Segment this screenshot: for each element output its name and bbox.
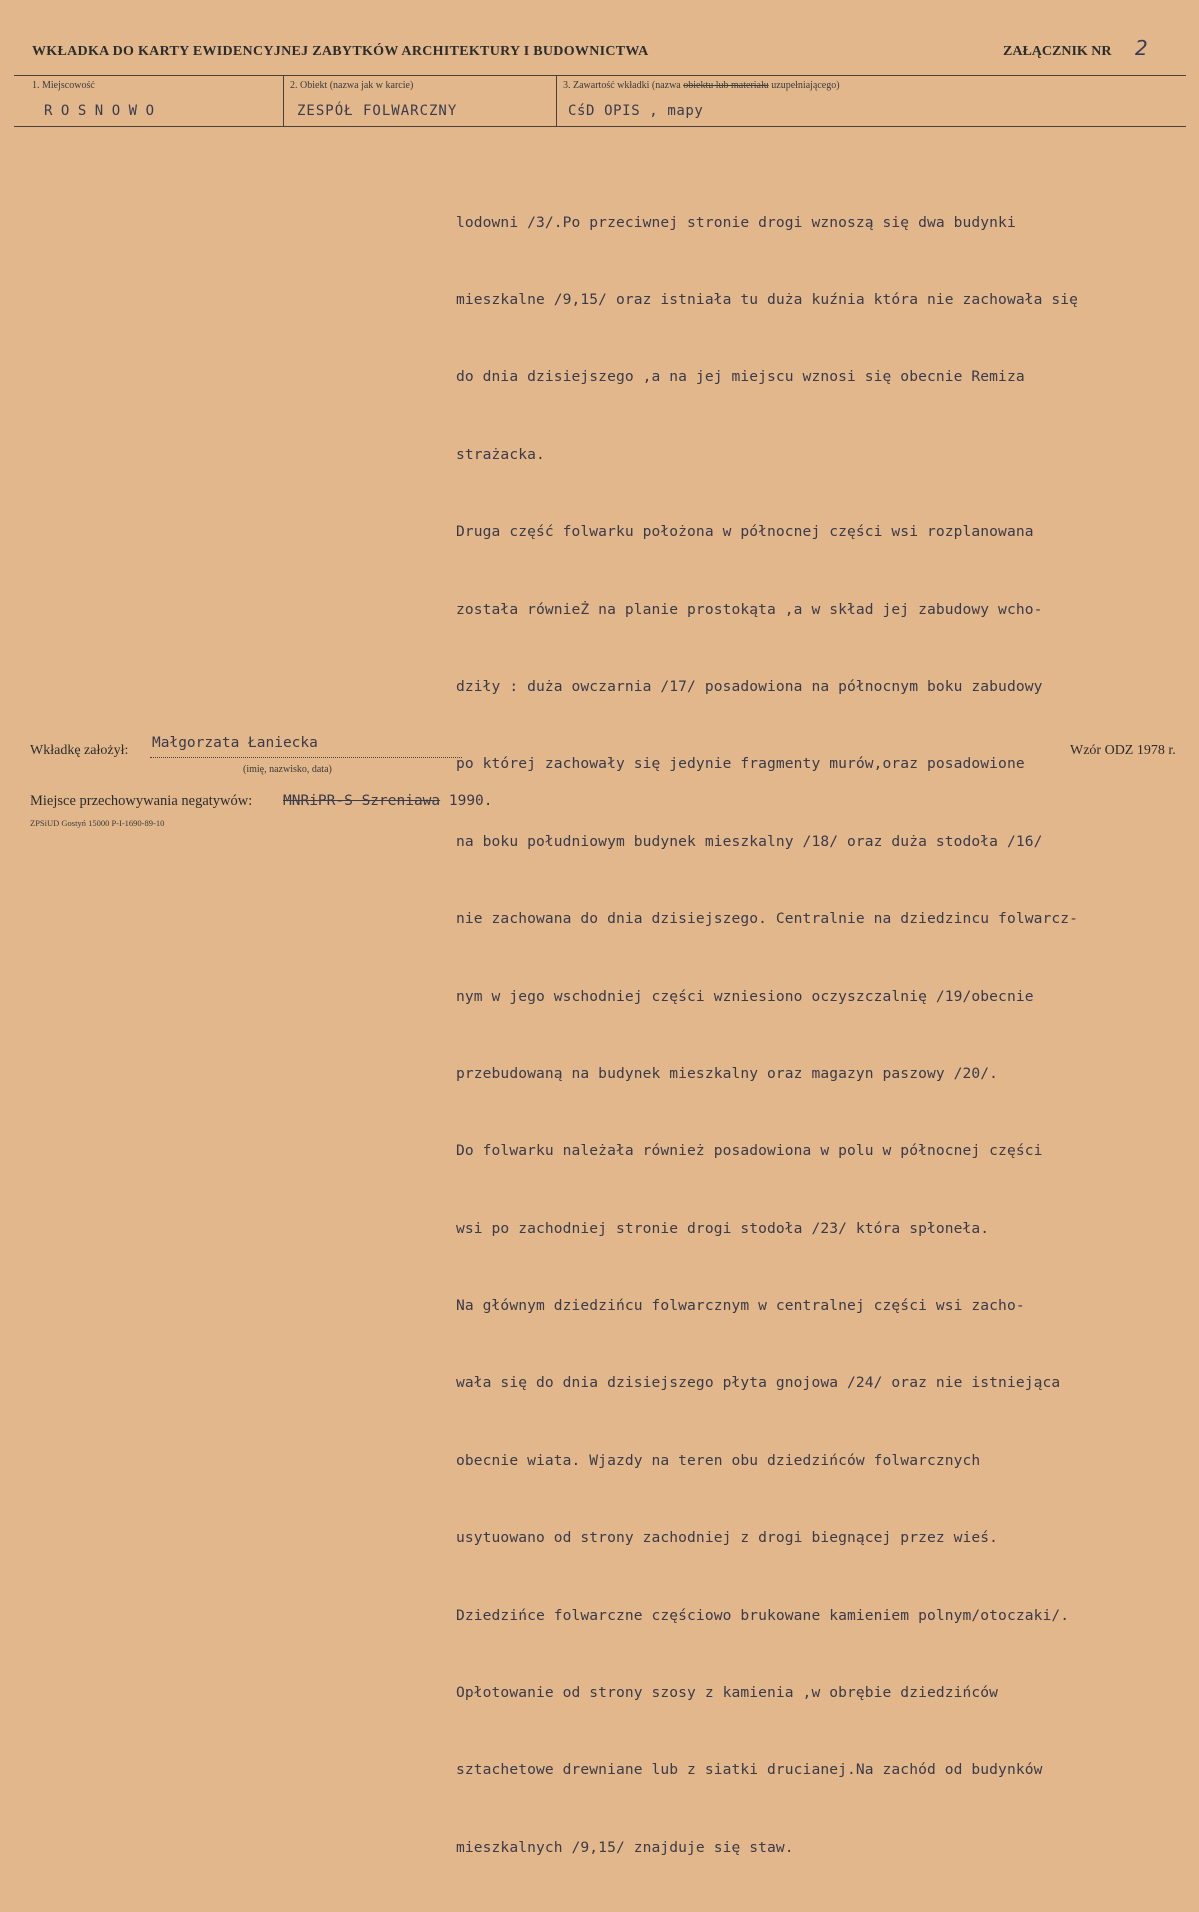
text-line: obecnie wiata. Wjazdy na teren obu dziedzińców folwarcznych xyxy=(456,1451,981,1469)
document-title: WKŁADKA DO KARTY EWIDENCYJNEJ ZABYTKÓW ARCHITEKTURY I BUDOWNICTWA xyxy=(32,44,649,59)
text-line: przebudowaną na budynek mieszkalny oraz magazyn paszowy /20/. xyxy=(456,1064,999,1082)
content-label-end: uzupełniającego) xyxy=(768,80,840,91)
author-dotted-line xyxy=(150,757,462,758)
negatives-struck: MNRiPR-S Szreniawa xyxy=(283,793,441,809)
text-line: nym w jego wschodniej części wzniesiono oczyszczalnię /19/obecnie xyxy=(456,987,1034,1005)
text-line: do dnia dzisiejszego ,a na jej miejscu wznosi się obecnie Remiza xyxy=(456,368,1025,386)
text-line: Na głównym dziedzińcu folwarcznym w centralnej części wsi zacho- xyxy=(456,1297,1025,1315)
author-value: Małgorzata Łaniecka xyxy=(152,735,318,751)
author-hint: (imię, nazwisko, data) xyxy=(243,764,332,775)
text-line: wsi po zachodniej stronie drogi stodoła /23/ która spłoneła. xyxy=(456,1219,990,1237)
content-label-struck: obiektu lub materiału xyxy=(683,80,769,91)
text-line: Do folwarku należała również posadowiona w polu w północnej części xyxy=(456,1142,1043,1160)
attachment-number: 2 xyxy=(1135,36,1148,60)
print-info: ZPSiUD Gostyń 15000 P-I-1690-89-10 xyxy=(30,818,165,828)
text-line: sztachetowe drewniane lub z siatki drucianej.Na zachód od budynków xyxy=(456,1761,1043,1779)
negatives-label: Miejsce przechowywania negatywów: xyxy=(30,793,253,809)
text-line: po której zachowały się jedynie fragmenty murów,oraz posadowione xyxy=(456,755,1025,773)
object-label: 2. Obiekt (nazwa jak w karcie) xyxy=(290,80,414,91)
author-label: Wkładkę założył: xyxy=(30,743,129,758)
text-line: usytuowano od strony zachodniej z drogi biegnącej przez wieś. xyxy=(456,1529,999,1547)
locality-label: 1. Miejscowość xyxy=(32,80,95,91)
text-line: mieszkalne /9,15/ oraz istniała tu duża kuźnia która nie zachowała się xyxy=(456,290,1079,308)
text-line: nie zachowana do dnia dzisiejszego. Centralnie na dziedzincu folwarcz- xyxy=(456,910,1079,928)
text-line: Opłotowanie od strony szosy z kamienia ,w obrębie dziedzińców xyxy=(456,1684,999,1702)
text-line: mieszkalnych /9,15/ znajduje się staw. xyxy=(456,1838,794,1856)
field-divider-1 xyxy=(283,75,284,127)
text-line: Druga część folwarku położona w północnej części wsi rozplanowana xyxy=(456,523,1034,541)
content-label-start: 3. Zawartość wkładki (nazwa xyxy=(563,80,684,91)
header-bottom-rule xyxy=(14,126,1186,127)
text-line: wała się do dnia dzisiejszego płyta gnojowa /24/ oraz nie istniejąca xyxy=(456,1374,1061,1392)
text-line: dziły : duża owczarnia /17/ posadowiona na północnym boku zabudowy xyxy=(456,677,1043,695)
pattern-label: Wzór ODZ 1978 r. xyxy=(1070,743,1176,758)
text-line: na boku południowym budynek mieszkalny /18/ oraz duża stodoła /16/ xyxy=(456,832,1043,850)
description-text xyxy=(456,158,1078,1912)
object-value: ZESPÓŁ FOLWARCZNY xyxy=(297,103,458,119)
text-line: strażacka. xyxy=(456,445,545,463)
text-line: została równieŻ na planie prostokąta ,a w skład jej zabudowy wcho- xyxy=(456,600,1043,618)
content-label xyxy=(563,80,840,91)
field-divider-2 xyxy=(556,75,557,127)
content-value: CśD OPIS , mapy xyxy=(568,103,704,119)
header-top-rule xyxy=(14,75,1186,76)
negatives-year: 1990. xyxy=(440,793,493,809)
text-line: lodowni /3/.Po przeciwnej stronie drogi wznoszą się dwa budynki xyxy=(456,213,1016,231)
negatives-value xyxy=(283,793,493,809)
attachment-label: ZAŁĄCZNIK NR xyxy=(1003,44,1112,59)
text-line: Dziedzińce folwarczne częściowo brukowane kamieniem polnym/otoczaki/. xyxy=(456,1606,1070,1624)
locality-value: ROSNOWO xyxy=(44,103,163,119)
